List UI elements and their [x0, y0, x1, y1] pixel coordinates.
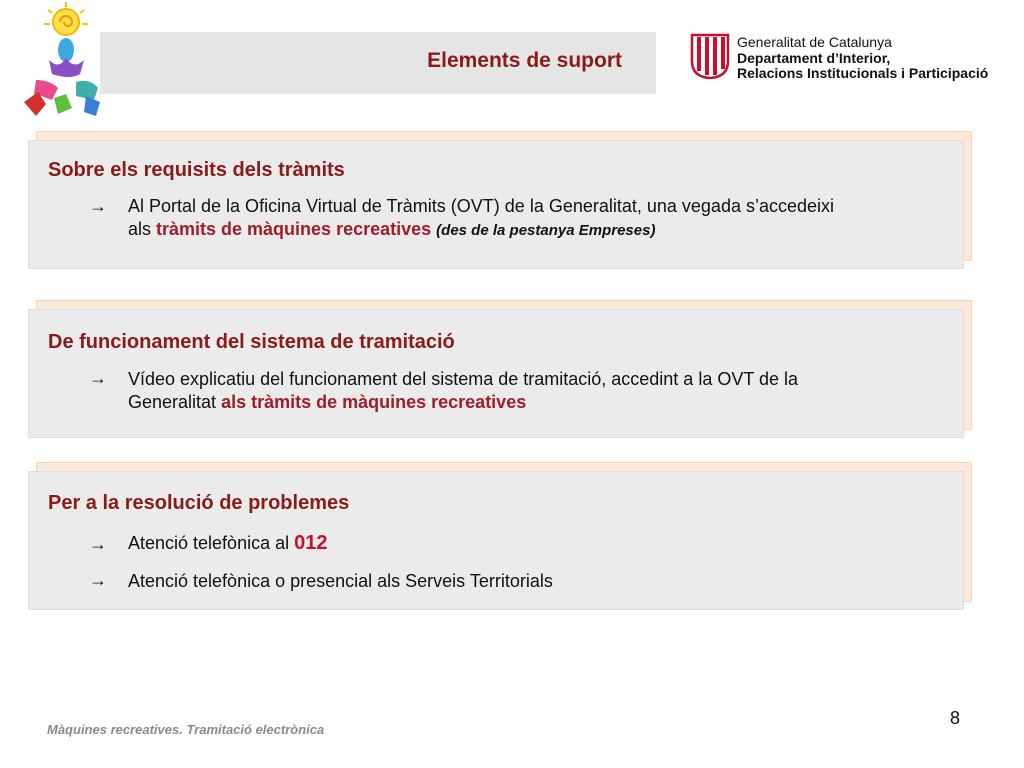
generalitat-logo [690, 33, 1020, 83]
section-title: Sobre els requisits dels tràmits [48, 159, 345, 181]
page-number: 8 [950, 708, 961, 728]
gov-line-2: Departament d’Interior, [737, 49, 891, 66]
bullet-phone-text: Atenció telefònica al [128, 533, 295, 553]
page-title: Elements de suport [427, 49, 622, 72]
highlight-procedures: als tràmits de màquines recreatives [221, 392, 527, 412]
section-card-system [28, 309, 964, 438]
arrow-icon: → [89, 368, 107, 388]
bullet-line-1: Al Portal de la Oficina Virtual de Tràmits (OVT) de la Generalitat, una vegada s’accedeixi [128, 196, 835, 216]
generalitat-emblem-icon [690, 33, 730, 79]
section-card-problems [28, 471, 964, 610]
bullet-line-1: Vídeo explicatiu del funcionament del sistema de tramitació, accedint a la OVT de la [128, 369, 799, 389]
bullet-line-2-start: Generalitat [128, 392, 222, 412]
section-title: Per a la resolució de problemes [48, 492, 350, 514]
arrow-icon: → [89, 196, 107, 216]
section-card-requirements [28, 140, 964, 269]
bullet-text [128, 368, 798, 414]
bullet-line-2-start: als [128, 219, 157, 239]
bullet-note: (des de la pestanya Empreses) [436, 222, 656, 239]
arrow-icon: → [89, 570, 107, 590]
generalitat-text [737, 35, 988, 82]
bullet-text: Atenció telefònica o presencial als Serveis Territorials [128, 571, 553, 591]
footer-text: Màquines recreatives. Tramitació electrònica [47, 722, 325, 737]
bullet-text [128, 532, 327, 555]
bullet-text [128, 195, 834, 242]
phone-number-012: 012 [294, 532, 328, 554]
decorative-logo [14, 0, 114, 122]
gov-line-1: Generalitat de Catalunya [737, 34, 892, 50]
arrow-icon: → [89, 534, 107, 554]
highlight-procedures: tràmits de màquines recreatives [156, 219, 432, 239]
gov-line-3: Relacions Institucionals i Participació [737, 65, 989, 81]
section-title: De funcionament del sistema de tramitació [48, 331, 455, 353]
title-bar [100, 32, 656, 94]
